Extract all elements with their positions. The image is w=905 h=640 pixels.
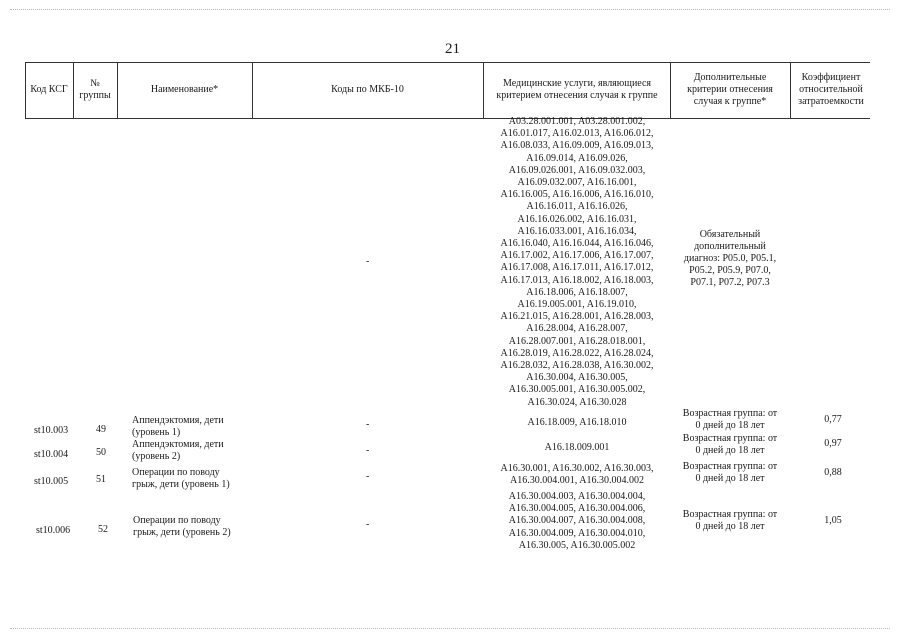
row-coef: 0,77 [824, 414, 842, 425]
service-line: A16.30.004.001, A16.30.004.002 [510, 475, 644, 487]
row-code: st10.005 [34, 476, 69, 487]
col-divider-7 [790, 62, 791, 118]
row-coef: 1,05 [824, 515, 842, 526]
name-line: Операции по поводу [132, 467, 220, 478]
service-line: A16.09.026.001, A16.09.032.003, [508, 164, 646, 176]
row-mkb: - [366, 519, 370, 530]
service-line: A03.28.001.001, A03.28.001.002, [508, 116, 646, 127]
service-line: A16.30.001, A16.30.002, A16.30.003, [500, 463, 654, 474]
row-group: 49 [96, 424, 106, 435]
row-services [486, 417, 668, 429]
row-group: 50 [96, 447, 106, 458]
scan-edge-top [10, 9, 890, 10]
service-line: A16.16.005, A16.16.006, A16.16.010, [500, 189, 654, 201]
service-line: A16.16.011, A16.16.026, [526, 201, 628, 213]
service-line: A16.28.019, A16.28.022, A16.28.024, [500, 347, 654, 359]
row-group: 52 [98, 524, 108, 535]
header-group-no: № группы [79, 78, 111, 101]
criteria-line: P07.1, P07.2, P07.3 [690, 277, 770, 288]
service-line: A16.30.004.003, A16.30.004.004, [508, 491, 646, 502]
criteria-line: 0 дней до 18 лет [695, 521, 765, 532]
header-mkb: Коды по МКБ-10 [331, 84, 404, 95]
row-criteria [674, 509, 786, 533]
col-divider-2 [73, 62, 74, 118]
row-criteria [674, 408, 786, 432]
row-code: st10.006 [36, 525, 71, 536]
service-line: A16.01.017, A16.02.013, A16.06.012, [500, 128, 654, 140]
row-criteria [674, 461, 786, 485]
header-bottom-rule [25, 118, 870, 119]
service-line: A16.16.033.001, A16.16.034, [517, 225, 637, 237]
row-criteria [674, 433, 786, 457]
continuation-services [486, 116, 668, 409]
service-line: A16.30.004.007, A16.30.004.008, [508, 515, 646, 527]
scan-edge-bottom [10, 628, 890, 629]
service-line: A16.30.004, A16.30.005, [526, 372, 628, 384]
criteria-line: Возрастная группа: от [682, 433, 778, 444]
col-divider-5 [483, 62, 484, 118]
service-line: A16.30.005.001, A16.30.005.002, [508, 384, 646, 396]
service-line: A16.08.033, A16.09.009, A16.09.013, [500, 140, 654, 152]
col-divider-6 [670, 62, 671, 118]
criteria-line: диагноз: P05.0, P05.1, [683, 253, 777, 264]
service-line: A16.30.024, A16.30.028 [527, 396, 627, 408]
row-services [486, 442, 668, 454]
service-line: A16.28.007.001, A16.28.018.001, [508, 335, 646, 347]
header-criteria: Дополнительные критерии отнесения случая к группе* [687, 72, 773, 107]
row-name [132, 467, 230, 491]
name-line: грыж, дети (уровень 1) [132, 479, 230, 490]
service-line: A16.16.026.002, A16.16.031, [517, 213, 637, 225]
service-line: A16.28.032, A16.28.038, A16.30.002, [500, 360, 654, 372]
criteria-line: Обязательный [699, 229, 761, 240]
service-line: A16.19.005.001, A16.19.010, [517, 299, 637, 311]
service-line: A16.18.009.001 [544, 442, 610, 453]
header-services: Медицинские услуги, являющиеся критерием отнесения случая к группе [496, 78, 658, 101]
header-name: Наименование* [150, 84, 219, 95]
name-line: Аппендэктомия, дети [132, 415, 224, 426]
page-number: 21 [445, 41, 460, 57]
row-name [132, 415, 224, 439]
name-line: грыж, дети (уровень 2) [133, 527, 231, 538]
row-coef: 0,88 [824, 467, 842, 478]
criteria-line: Возрастная группа: от [682, 408, 778, 419]
service-line: A16.16.040, A16.16.044, A16.16.046, [500, 238, 654, 250]
row-code: st10.003 [34, 425, 69, 436]
row-mkb: - [366, 445, 370, 456]
header-code: Код КСГ [30, 84, 68, 95]
name-line: Аппендэктомия, дети [132, 439, 224, 450]
name-line: (уровень 1) [132, 427, 181, 438]
service-line: A16.09.032.007, A16.16.001, [517, 177, 637, 189]
service-line: A16.30.005, A16.30.005.002 [518, 539, 636, 551]
row-services [486, 463, 668, 487]
criteria-line: 0 дней до 18 лет [695, 420, 765, 431]
service-line: A16.18.006, A16.18.007, [526, 286, 628, 298]
row-mkb: - [366, 471, 370, 482]
continuation-criteria [674, 229, 786, 289]
name-line: (уровень 2) [132, 451, 181, 462]
service-line: A16.21.015, A16.28.001, A16.28.003, [500, 311, 654, 323]
criteria-line: дополнительный [694, 241, 766, 252]
row-mkb: - [366, 419, 370, 430]
service-line: A16.18.009, A16.18.010 [527, 417, 627, 428]
row-code: st10.004 [34, 449, 69, 460]
criteria-line: P05.2, P05.9, P07.0, [689, 265, 771, 276]
col-divider-1 [25, 62, 26, 118]
col-divider-4 [252, 62, 253, 118]
service-line: A16.17.013, A16.18.002, A16.18.003, [500, 274, 654, 286]
continuation-mkb: - [366, 256, 370, 267]
criteria-line: 0 дней до 18 лет [695, 473, 765, 484]
row-name [133, 515, 231, 539]
col-divider-3 [117, 62, 118, 118]
row-group: 51 [96, 474, 106, 485]
criteria-line: Возрастная группа: от [682, 461, 778, 472]
criteria-line: Возрастная группа: от [682, 509, 778, 520]
service-line: A16.17.008, A16.17.011, A16.17.012, [500, 262, 654, 274]
criteria-line: 0 дней до 18 лет [695, 445, 765, 456]
header-coef: Коэффициент относительной затратоемкости [798, 72, 864, 107]
row-services [486, 491, 668, 552]
service-line: A16.30.004.005, A16.30.004.006, [508, 503, 646, 515]
service-line: A16.30.004.009, A16.30.004.010, [508, 527, 646, 539]
row-name [132, 439, 224, 463]
row-coef: 0,97 [824, 438, 842, 449]
service-line: A16.28.004, A16.28.007, [526, 323, 628, 335]
service-line: A16.09.014, A16.09.026, [526, 152, 628, 164]
header-top-rule [25, 62, 870, 63]
service-line: A16.17.002, A16.17.006, A16.17.007, [500, 250, 654, 262]
name-line: Операции по поводу [133, 515, 221, 526]
